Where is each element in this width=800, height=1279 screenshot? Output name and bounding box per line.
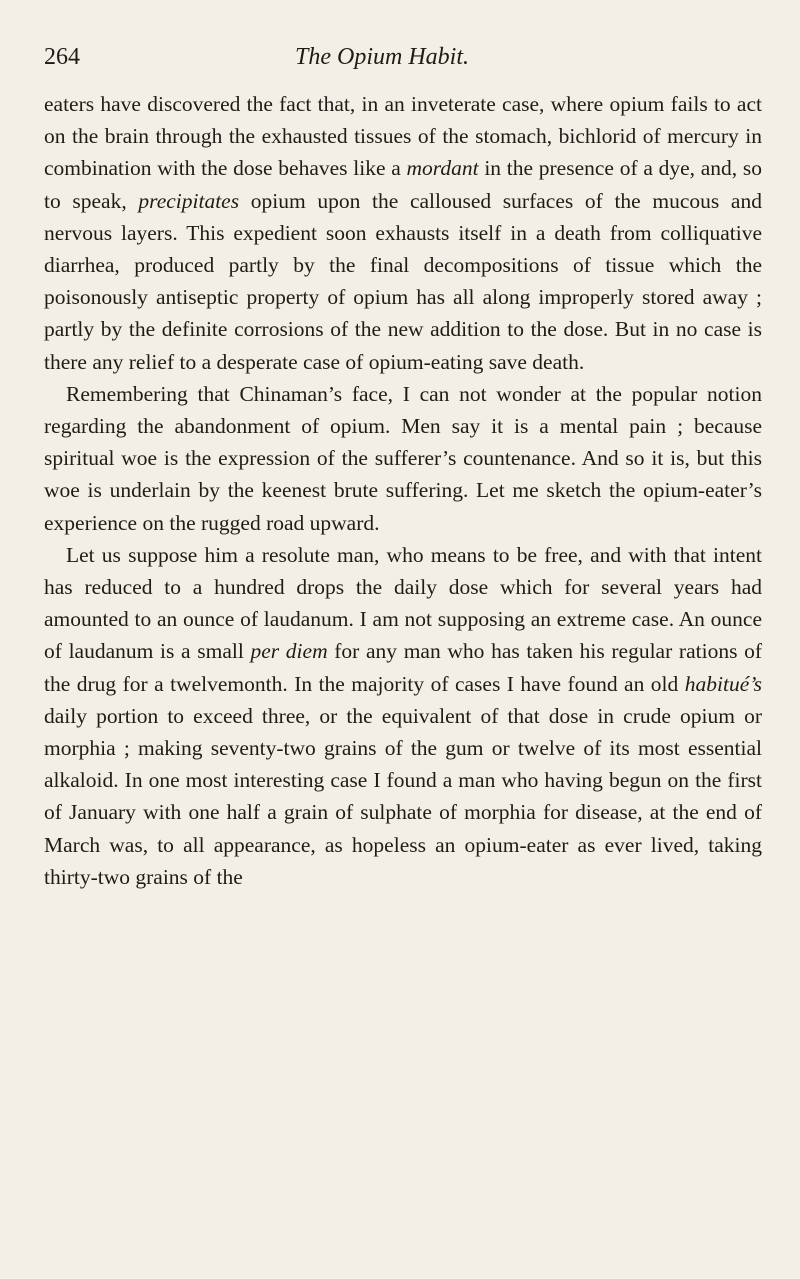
paragraph-1 [44, 88, 762, 378]
page-number: 264 [44, 44, 80, 70]
text-segment: for any man who has taken his regular rations of the drug for a twelvemonth. In the majority of cases I have found an old [44, 639, 763, 696]
italic-precipitates: precipitates [138, 188, 240, 213]
text-segment: in the presence of a dye, and, so to speak, [44, 156, 763, 213]
paragraph-3 [44, 539, 762, 893]
paragraph-2 [44, 378, 762, 539]
text-segment: eaters have discovered the fact that, in an inveterate case, where opium fails to act on the brain through the exhausted tissues of the stomach, bichlorid of mercury in combination with the dose behaves like a [44, 92, 762, 181]
italic-per-diem: per diem [250, 639, 328, 664]
italic-mordant: mordant [406, 156, 479, 181]
book-page [44, 38, 762, 893]
body-text [44, 88, 762, 893]
text-segment: opium upon the calloused surfaces of the mucous and nervous layers. This expedient soon exhausts itself in a death from colliquative diarrhea, produced partly by the final decompositions of tissue which the poisonously antiseptic property of opium has all along improperly stored away ; partly by the definite corrosions of the new addition to the dose. But in no case is there any relief to a desperate case of opium-eating save death. [44, 188, 762, 374]
running-head [44, 38, 762, 78]
text-segment: daily portion to exceed three, or the equivalent of that dose in crude opium or morphia ; making seventy-two grains of the gum or twelve of its most essential alkaloid. In one most interesting case I found a man who having begun on the first of January with one half a grain of sulphate of morphia for disease, at the end of March was, to all appearance, as hopeless an opium-eater as ever lived, taking thirty-two grains of the [44, 703, 762, 889]
running-title: The Opium Habit. [295, 44, 469, 70]
text-segment: Remembering that Chinaman’s face, I can not wonder at the popular notion regarding the abandonment of opium. Men say it is a mental pain ; because spiritual woe is the expression of the sufferer’s countenance. And so it is, but this woe is underlain by the keenest brute suffering. Let me sketch the opium-eater’s experience on the rugged road upward. [44, 381, 762, 535]
italic-habitues: habitué’s [684, 671, 762, 696]
text-segment: Let us suppose him a resolute man, who means to be free, and with that intent has reduced to a hundred drops the daily dose which for several years had amounted to an ounce of laudanum. I am not supposing an extreme case. An ounce of laudanum is a small [44, 542, 762, 664]
